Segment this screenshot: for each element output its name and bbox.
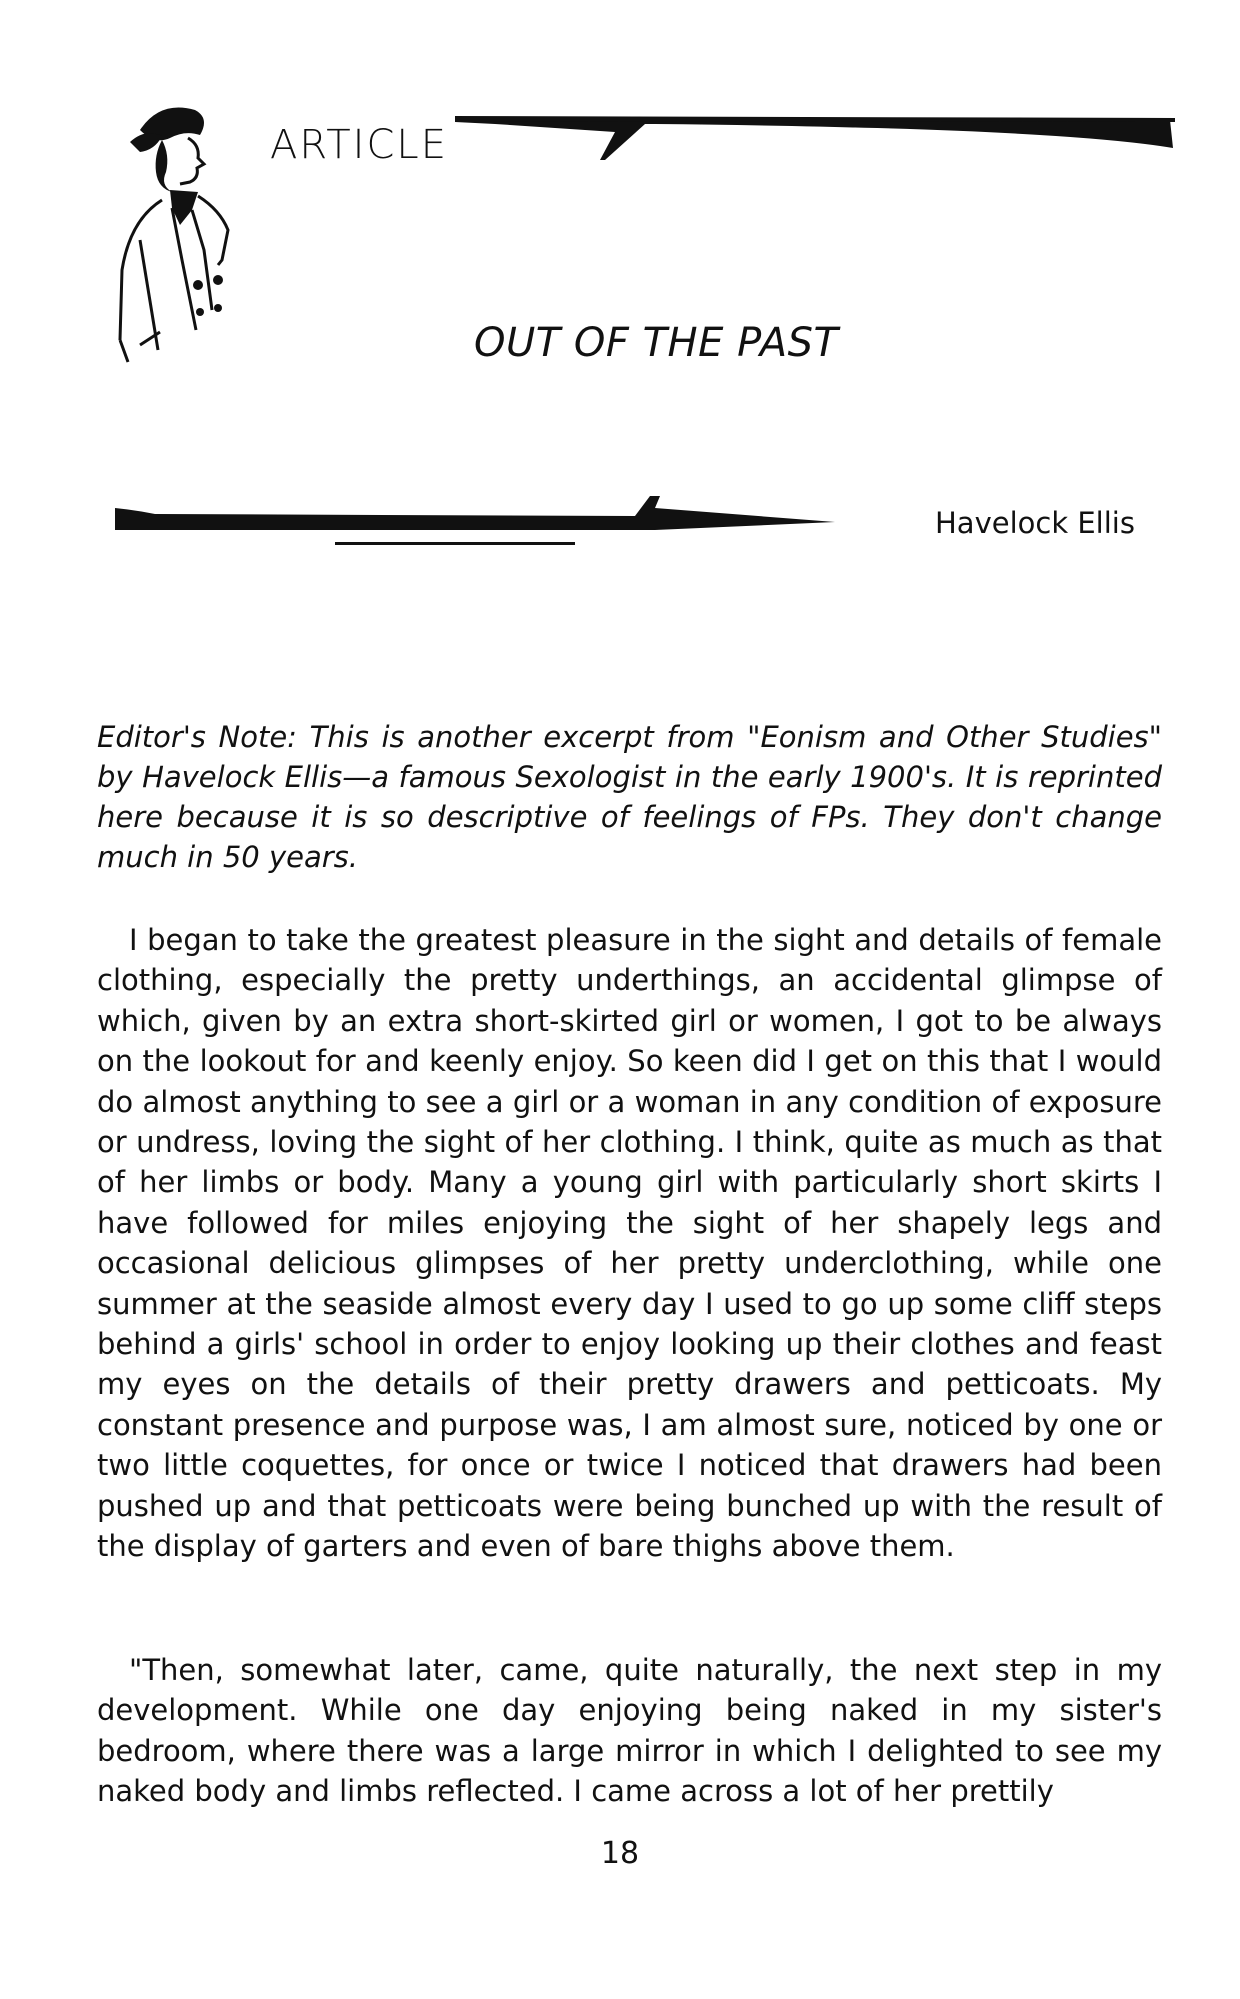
article-title: OUT OF THE PAST: [474, 320, 839, 366]
woman-illustration-icon: [100, 100, 260, 370]
section-label: ARTICLE: [270, 122, 448, 168]
bottom-decorative-rule: [115, 488, 835, 558]
body-paragraph: "Then, somewhat later, came, quite naturally, the next step in my development. While one day enjoying being naked in my sister's bedroom, where there was a large mirror in which I delighted to see my naked body and limbs reflected. I came across a lot of her prettily: [97, 1653, 1162, 1809]
page-number: 18: [600, 1836, 640, 1871]
editor-note: Editor's Note: This is another excerpt from "Eonism and Other Studies" by Havelock Ellis—a famous Sexologist in the early 1900's. It is reprinted here because it is so descriptive of feelings of FPs. They don't change much in 50 years.: [97, 720, 1162, 874]
author-name: Havelock Ellis: [935, 506, 1135, 540]
top-decorative-rule: [455, 110, 1175, 170]
body-paragraph: I began to take the greatest pleasure in the sight and details of female clothing, especially the pretty underthings, an accidental glimpse of which, given by an extra short-skirted girl or women, I got to be always on the lookout for and keenly enjoy. So keen did I get on this that I would do almost anything to see a girl or a woman in any condition of exposure or undress, loving the sight of her clothing. I think, quite as much as that of her limbs or body. Many a young girl with particularly short skirts I have followed for miles enjoying the sight of her shapely legs and occasional delicious glimpses of her pretty underclothing, while one summer at the seaside almost every day I used to go up some cliff steps behind a girls' school in order to enjoy looking up their clothes and feast my eyes on the details of their pretty drawers and petticoats. My constant presence and purpose was, I am almost sure, noticed by one or two little coquettes, for once or twice I noticed that drawers had been pushed up and that petticoats were being bunched up with the result of the display of garters and even of bare thighs above them.: [97, 923, 1162, 1564]
